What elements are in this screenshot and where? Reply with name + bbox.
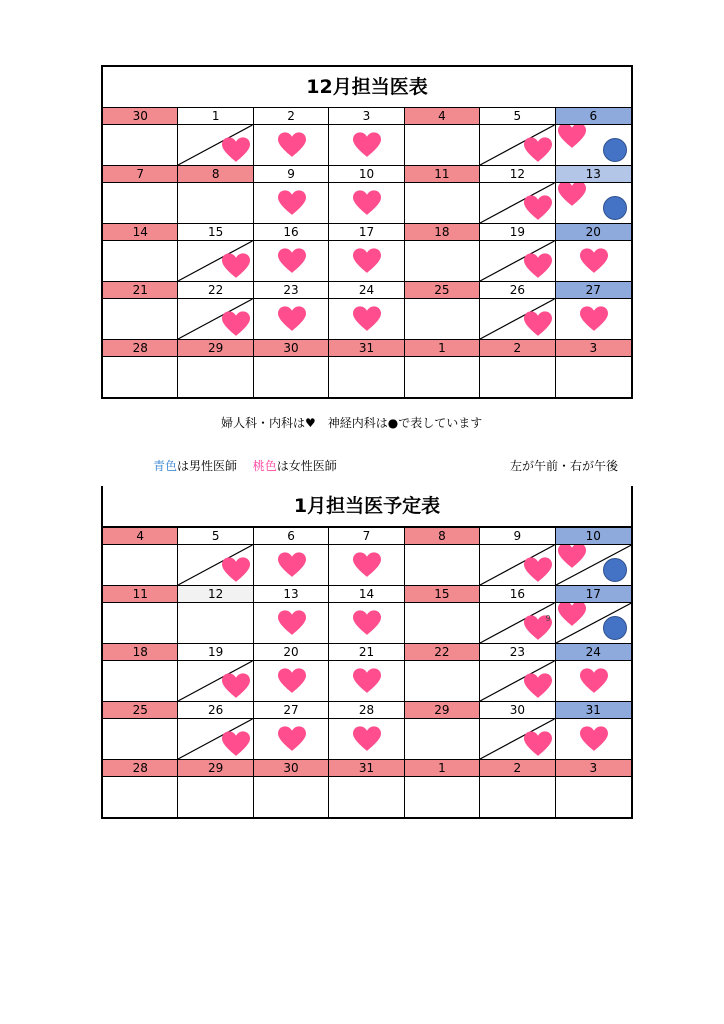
schedule-cell: [556, 183, 631, 224]
schedule-cell: [480, 183, 555, 224]
date-cell: 10: [556, 528, 631, 545]
heart-icon: [222, 137, 250, 163]
date-cell: 28: [329, 702, 404, 719]
schedule-cell: [556, 545, 631, 586]
date-cell: 18: [103, 644, 178, 661]
schedule-cell: [178, 183, 253, 224]
date-cell: 29: [405, 702, 480, 719]
schedule-cell: [480, 241, 555, 282]
schedule-cell: [254, 241, 329, 282]
december-title: 12月担当医表: [103, 67, 631, 108]
heart-icon: [524, 311, 552, 337]
schedule-cell: [405, 241, 480, 282]
schedule-cell: [178, 777, 253, 817]
heart-icon: [278, 190, 306, 216]
legend-symbols: 婦人科・内科は♥ 神経内科は●で表しています: [221, 416, 483, 430]
date-cell: 3: [329, 108, 404, 125]
date-cell: 28: [103, 340, 178, 357]
schedule-cell: [480, 777, 555, 817]
date-cell: 29: [178, 340, 253, 357]
date-cell: 4: [103, 528, 178, 545]
schedule-cell: [103, 125, 178, 166]
heart-icon: [222, 253, 250, 279]
heart-icon: [278, 248, 306, 274]
schedule-cell: [254, 183, 329, 224]
date-cell: 30: [254, 340, 329, 357]
schedule-cell: [405, 299, 480, 340]
date-cell: 31: [556, 702, 631, 719]
date-cell: 26: [178, 702, 253, 719]
date-cell: 9: [254, 166, 329, 183]
date-cell: 19: [178, 644, 253, 661]
date-cell: 1: [405, 760, 480, 777]
date-cell: 7: [329, 528, 404, 545]
december-calendar: [101, 65, 633, 399]
legend-pink-rest: は女性医師: [276, 459, 337, 473]
date-cell: 5: [480, 108, 555, 125]
schedule-cell: [329, 777, 404, 817]
schedule-cell: [405, 777, 480, 817]
schedule-cell: [103, 603, 178, 644]
date-cell: 16: [480, 586, 555, 603]
schedule-cell: [480, 603, 555, 644]
schedule-cell: [329, 125, 404, 166]
heart-icon: [524, 137, 552, 163]
date-cell: 6: [556, 108, 631, 125]
date-cell: 2: [480, 760, 555, 777]
heart-icon: [558, 603, 586, 627]
date-cell: 8: [178, 166, 253, 183]
schedule-cell: [103, 299, 178, 340]
heart-icon: [580, 726, 608, 752]
schedule-cell: [556, 719, 631, 760]
date-cell: 26: [480, 282, 555, 299]
schedule-cell: [254, 719, 329, 760]
date-cell: 11: [405, 166, 480, 183]
heart-icon: [222, 731, 250, 757]
schedule-cell: [329, 661, 404, 702]
schedule-cell: [103, 719, 178, 760]
date-cell: 20: [254, 644, 329, 661]
date-cell: 13: [556, 166, 631, 183]
schedule-cell: [329, 719, 404, 760]
date-cell: 24: [556, 644, 631, 661]
schedule-cell: [329, 241, 404, 282]
january-title: 1月担当医予定表: [103, 486, 631, 528]
schedule-cell: [254, 357, 329, 397]
heart-icon: [353, 610, 381, 636]
schedule-cell: [556, 125, 631, 166]
schedule-cell: [480, 357, 555, 397]
date-cell: 1: [405, 340, 480, 357]
schedule-cell: [405, 545, 480, 586]
date-cell: 7: [103, 166, 178, 183]
heart-icon: [278, 726, 306, 752]
date-cell: 24: [329, 282, 404, 299]
schedule-cell: [480, 125, 555, 166]
schedule-cell: [103, 661, 178, 702]
schedule-cell: [178, 299, 253, 340]
heart-icon: [353, 726, 381, 752]
schedule-cell: [103, 183, 178, 224]
date-cell: 15: [405, 586, 480, 603]
schedule-cell: [480, 719, 555, 760]
heart-icon: [580, 668, 608, 694]
schedule-cell: [103, 241, 178, 282]
schedule-cell: [556, 661, 631, 702]
schedule-cell: [178, 603, 253, 644]
schedule-cell: [254, 603, 329, 644]
heart-icon: [278, 306, 306, 332]
cell-tag: 9: [545, 614, 551, 623]
schedule-cell: [329, 603, 404, 644]
heart-icon: [524, 731, 552, 757]
date-cell: 5: [178, 528, 253, 545]
date-cell: 30: [103, 108, 178, 125]
legend-blue-rest: は男性医師: [177, 459, 238, 473]
heart-icon: [580, 306, 608, 332]
legend-am-pm: 左が午前・右が午後: [510, 459, 619, 473]
legend-doctors: [153, 457, 337, 474]
heart-icon: [558, 545, 586, 569]
date-cell: 17: [329, 224, 404, 241]
blue-circle-icon: [603, 616, 627, 640]
schedule-cell: [178, 241, 253, 282]
heart-icon: [353, 668, 381, 694]
heart-icon: [558, 183, 586, 207]
date-cell: 4: [405, 108, 480, 125]
date-cell: 19: [480, 224, 555, 241]
december-grid: [103, 108, 631, 397]
schedule-cell: [329, 357, 404, 397]
date-cell: 22: [178, 282, 253, 299]
legend-blue-word: 青色: [153, 459, 178, 473]
schedule-cell: [480, 661, 555, 702]
heart-icon: [524, 253, 552, 279]
schedule-cell: [556, 299, 631, 340]
date-cell: 1: [178, 108, 253, 125]
schedule-cell: [480, 545, 555, 586]
heart-icon: [353, 552, 381, 578]
date-cell: 2: [480, 340, 555, 357]
blue-circle-icon: [603, 196, 627, 220]
blue-circle-icon: [603, 558, 627, 582]
schedule-cell: [480, 299, 555, 340]
heart-icon: [278, 668, 306, 694]
heart-icon: [222, 557, 250, 583]
schedule-cell: [329, 183, 404, 224]
schedule-cell: [103, 545, 178, 586]
date-cell: 21: [329, 644, 404, 661]
date-cell: 17: [556, 586, 631, 603]
date-cell: 14: [329, 586, 404, 603]
heart-icon: [222, 311, 250, 337]
date-cell: 11: [103, 586, 178, 603]
heart-icon: [278, 132, 306, 158]
date-cell: 16: [254, 224, 329, 241]
schedule-cell: [405, 603, 480, 644]
heart-icon: [278, 552, 306, 578]
schedule-cell: [405, 719, 480, 760]
heart-icon: [558, 125, 586, 149]
schedule-cell: [405, 661, 480, 702]
schedule-cell: [178, 661, 253, 702]
schedule-cell: [329, 299, 404, 340]
date-cell: 27: [254, 702, 329, 719]
schedule-cell: [254, 545, 329, 586]
date-cell: 6: [254, 528, 329, 545]
blue-circle-icon: [603, 138, 627, 162]
date-cell: 30: [480, 702, 555, 719]
date-cell: 12: [480, 166, 555, 183]
schedule-cell: [254, 299, 329, 340]
date-cell: 23: [480, 644, 555, 661]
date-cell: 20: [556, 224, 631, 241]
schedule-cell: [178, 357, 253, 397]
date-cell: 18: [405, 224, 480, 241]
heart-icon: [524, 673, 552, 699]
schedule-cell: [254, 661, 329, 702]
schedule-cell: [254, 777, 329, 817]
heart-icon: [580, 248, 608, 274]
heart-icon: [353, 248, 381, 274]
date-cell: 3: [556, 760, 631, 777]
date-cell: 23: [254, 282, 329, 299]
date-cell: 12: [178, 586, 253, 603]
schedule-cell: [405, 357, 480, 397]
date-cell: 15: [178, 224, 253, 241]
schedule-cell: [103, 777, 178, 817]
date-cell: 31: [329, 340, 404, 357]
schedule-cell: [254, 125, 329, 166]
date-cell: 22: [405, 644, 480, 661]
heart-icon: [278, 610, 306, 636]
schedule-cell: [178, 719, 253, 760]
heart-icon: [353, 132, 381, 158]
schedule-cell: [556, 603, 631, 644]
date-cell: 27: [556, 282, 631, 299]
date-cell: 25: [103, 702, 178, 719]
date-cell: 28: [103, 760, 178, 777]
date-cell: 13: [254, 586, 329, 603]
schedule-cell: [556, 357, 631, 397]
date-cell: 9: [480, 528, 555, 545]
heart-icon: [222, 673, 250, 699]
schedule-cell: [405, 183, 480, 224]
heart-icon: [353, 306, 381, 332]
date-cell: 2: [254, 108, 329, 125]
schedule-cell: [556, 241, 631, 282]
heart-icon: [524, 195, 552, 221]
january-calendar: [101, 486, 633, 819]
heart-icon: [353, 190, 381, 216]
date-cell: 25: [405, 282, 480, 299]
date-cell: 3: [556, 340, 631, 357]
date-cell: 10: [329, 166, 404, 183]
date-cell: 21: [103, 282, 178, 299]
schedule-cell: [103, 357, 178, 397]
date-cell: 8: [405, 528, 480, 545]
january-grid: [103, 528, 631, 817]
date-cell: 29: [178, 760, 253, 777]
legend-pink-word: 桃色: [252, 459, 277, 473]
schedule-cell: [178, 545, 253, 586]
schedule-cell: [405, 125, 480, 166]
schedule-cell: [329, 545, 404, 586]
date-cell: 31: [329, 760, 404, 777]
schedule-cell: [556, 777, 631, 817]
date-cell: 14: [103, 224, 178, 241]
schedule-cell: [178, 125, 253, 166]
heart-icon: [524, 557, 552, 583]
date-cell: 30: [254, 760, 329, 777]
